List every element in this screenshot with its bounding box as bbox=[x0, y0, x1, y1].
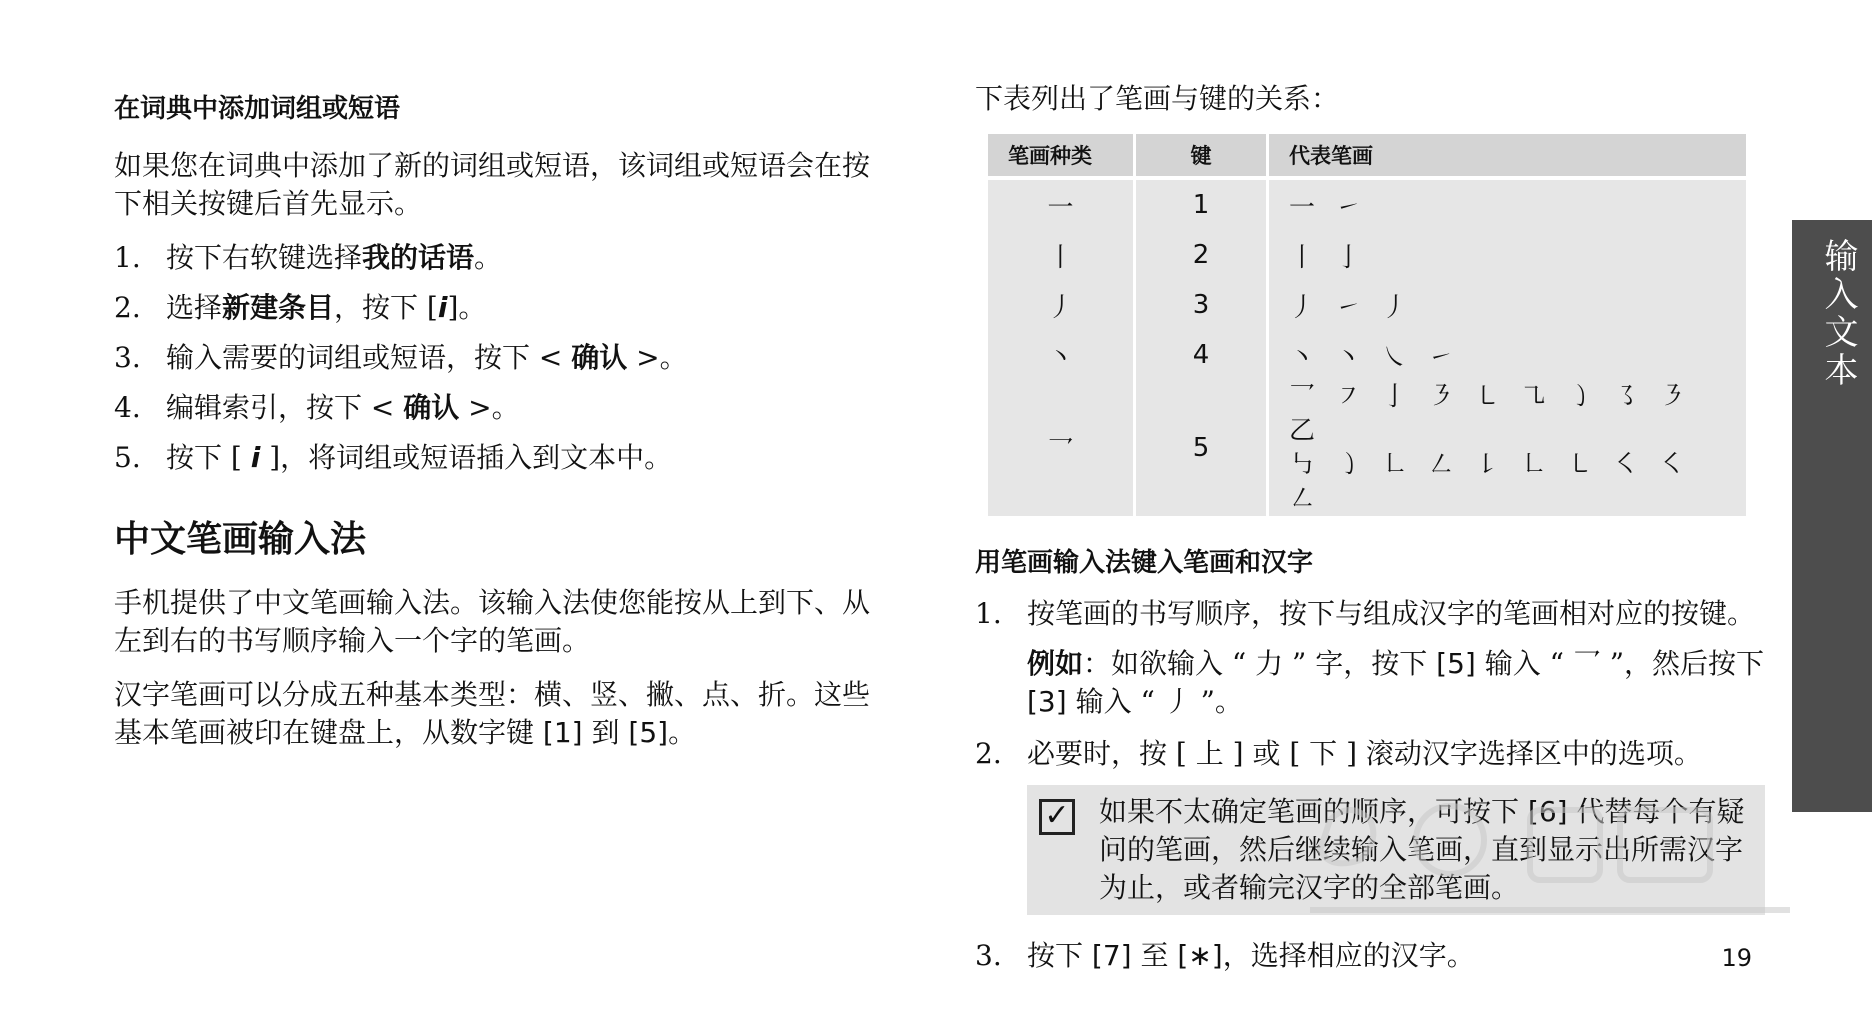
header-representative: 代表笔画 bbox=[1269, 134, 1746, 176]
representative-cell: 丿 ㇀ 丿 bbox=[1269, 280, 1746, 330]
stroke-key-table bbox=[985, 134, 1749, 520]
key-cell: 4 bbox=[1136, 330, 1266, 380]
step-1: 1. 按笔画的书写顺序，按下与组成汉字的笔画相对应的按键。 bbox=[975, 597, 1756, 630]
left-column bbox=[114, 80, 884, 768]
intro-paragraph: 如果您在词典中添加了新的词组或短语，该词组或短语会在按下相关按键后首先显示。 bbox=[114, 149, 871, 220]
checkmark-icon: ✓ bbox=[1039, 799, 1075, 835]
table-row bbox=[988, 230, 1746, 280]
step-4: 4. 编辑索引，按下 < 确认 >。 bbox=[114, 391, 520, 424]
header-key: 键 bbox=[1136, 134, 1266, 176]
section-title-enter-strokes: 用笔画输入法键入笔画和汉字 bbox=[975, 548, 1314, 578]
table-row bbox=[988, 380, 1746, 516]
stroke-steps bbox=[975, 595, 1765, 633]
key-cell: 2 bbox=[1136, 230, 1266, 280]
add-phrase-steps bbox=[114, 239, 884, 477]
section-title-add-phrase: 在词典中添加词组或短语 bbox=[114, 94, 401, 124]
step-3: 3. 按下 [7] 至 [∗]，选择相应的汉字。 bbox=[975, 939, 1475, 972]
table-row bbox=[988, 280, 1746, 330]
step-2: 2. 选择新建条目，按下 [i]。 bbox=[114, 291, 487, 324]
table-row bbox=[988, 330, 1746, 380]
step-3: 3. 输入需要的词组或短语，按下 < 确认 >。 bbox=[114, 341, 688, 374]
table-header-row bbox=[988, 134, 1746, 176]
step-2: 2. 必要时，按 [ 上 ] 或 [ 下 ] 滚动汉字选择区中的选项。 bbox=[975, 737, 1702, 770]
stroke-types-paragraph: 汉字笔画可以分成五种基本类型：横、竖、撇、点、折。这些基本笔画被印在键盘上，从数字键 [1] 到 [5]。 bbox=[114, 678, 871, 749]
representative-cell: 丶 丶 ㇏ ㇀ bbox=[1269, 330, 1746, 380]
stroke-steps-final bbox=[975, 937, 1765, 975]
note-box: ✓ 如果不太确定笔画的顺序，可按下 [6] 代替每个有疑问的笔画，然后继续输入笔画，直到显示出所需汉字为止，或者输完汉字的全部笔画。 bbox=[1027, 785, 1765, 915]
step-1: 1. 按下右软键选择我的话语。 bbox=[114, 241, 503, 274]
representative-cell: 一 ㇀ bbox=[1269, 180, 1746, 230]
table-row bbox=[988, 180, 1746, 230]
stroke-type-cell: 丿 bbox=[988, 280, 1133, 330]
stroke-input-paragraph: 手机提供了中文笔画输入法。该输入法使您能按从上到下、从左到右的书写顺序输入一个字的笔画。 bbox=[114, 586, 871, 657]
i-key-icon: i bbox=[250, 441, 261, 474]
representative-cell: 乛 ㇇ 亅 ㇋ ㇄ ㇈ ㇁ ㇌ ㇋ 乙 ㇉ ㇁ ㇗ ㇜ ㇙ ㇗ ㇄ ㇛ ㇛ ㇜ bbox=[1269, 380, 1746, 516]
key-cell: 1 bbox=[1136, 180, 1266, 230]
key-cell: 5 bbox=[1136, 380, 1266, 516]
header-stroke-type: 笔画种类 bbox=[988, 134, 1133, 176]
stroke-type-cell: 丶 bbox=[988, 330, 1133, 380]
table-intro: 下表列出了笔画与键的关系： bbox=[975, 82, 1340, 115]
page-number: 19 bbox=[1721, 944, 1752, 972]
stroke-type-cell: 一 bbox=[988, 180, 1133, 230]
key-cell: 3 bbox=[1136, 280, 1266, 330]
step-5: 5. 按下 [ i ]，将词组或短语插入到文本中。 bbox=[114, 441, 673, 474]
right-column bbox=[975, 80, 1765, 987]
representative-cell: 丨 亅 bbox=[1269, 230, 1746, 280]
section-title-stroke-input: 中文笔画输入法 bbox=[114, 519, 367, 560]
i-key-icon: i bbox=[437, 291, 448, 324]
example-text: 例如：如欲输入 “ 力 ” 字，按下 [5] 输入 “ 乛 ”，然后按下 [3] 输入 “ 丿 ”。 bbox=[1027, 647, 1765, 718]
stroke-type-cell: 丨 bbox=[988, 230, 1133, 280]
stroke-steps-continued bbox=[975, 735, 1765, 773]
stroke-type-cell: 乛 bbox=[988, 380, 1133, 516]
side-tab-label: 输入文本 bbox=[1818, 238, 1858, 390]
chapter-side-tab bbox=[1792, 220, 1872, 812]
